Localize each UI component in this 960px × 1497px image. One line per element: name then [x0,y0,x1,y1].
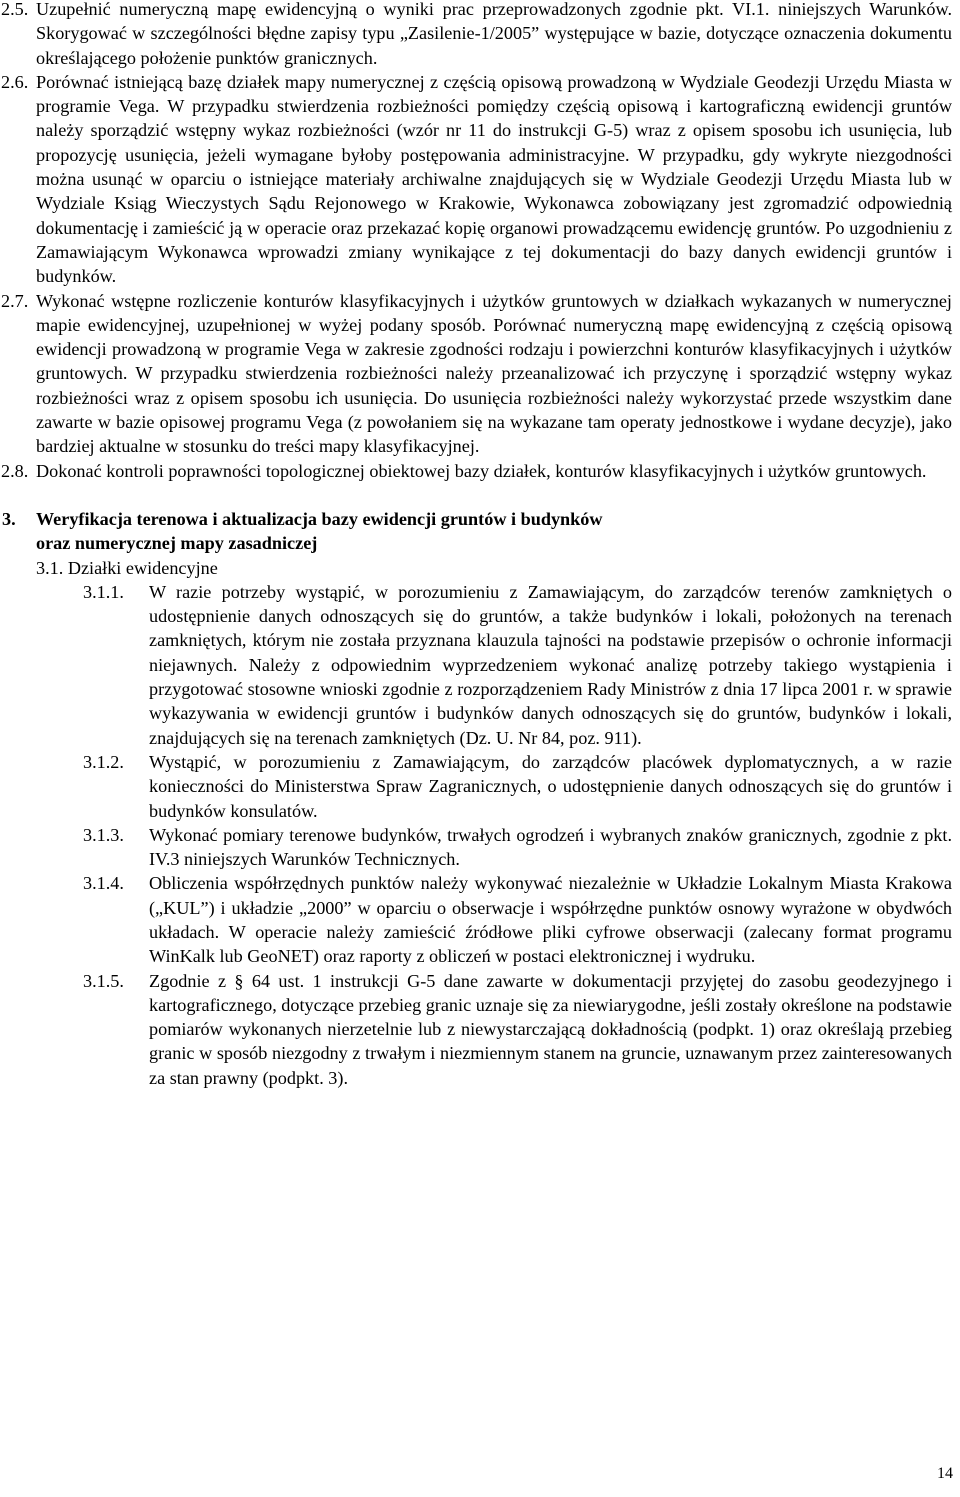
section-text: Wykonać wstępne rozliczenie konturów klasyfikacyjnych i użytków gruntowych w działkach wykazanych w numerycznej mapie ewidencyjnej, uzupełnionej w wyżej podany sposób. Porównać numeryczną mapę ewidencyjną z częścią opisową ewidencji prowadzoną w programie Vega w zakresie zgodności rodzaju i powierzchni konturów klasyfikacyjnych i użytków gruntowych. W przypadku stwierdzenia rozbieżności należy przeanalizować ich przyczynę i sporządzić wstępny wykaz rozbieżności wraz z opisem sposobu ich usunięcia. Do usunięcia rozbieżności należy wykorzystać przede wszystkim dane zawarte w bazie opisowej programu Vega (z powołaniem się na wykazane tam operaty jednostkowe i wydane decyzje), jako bardziej aktualne w stosunku do treści mapy klasyfikacyjnej. [36,290,952,457]
section-number: 2.5. [1,0,29,19]
section-text: Obliczenia współrzędnych punktów należy wykonywać niezależnie w Układzie Lokalnym Miasta Krakowa („KUL”) i układzie „2000” w oparciu o obserwacje i współrzędne punktów osnowy wyrażone w obydwóch układach. W operacie należy zamieścić źródłowe pliki cyfrowe obserwacji (zalecany format programu WinKalk lub GeoNET) oraz raporty z obliczeń w postaci elektronicznej i wydruku. [149,873,952,967]
section-2-7 [1,289,956,459]
chapter-3-heading [1,507,956,556]
section-text: Porównać istniejącą bazę działek mapy numerycznej z częścią opisową prowadzoną w Wydziale Geodezji Urzędu Miasta w programie Vega. W przypadku stwierdzenia rozbieżności pomiędzy częścią opisową i kartograficzną ewidencji gruntów należy sporządzić wstępny wykaz rozbieżności (wzór nr 11 do instrukcji G-5) wraz z opisem sposobu ich usunięcia, lub propozycję usunięcia, jeżeli wymagane byłoby postępowania administracyjne. W przypadku, gdy wykryte niezgodności można usunąć w oparciu o istniejące materiały archiwalne znajdujących się w Wydziale Geodezji Urzędu Miasta lub w Wydziale Ksiąg Wieczystych Sądu Rejonowego w Krakowie, Wykonawca zobowiązany jest zgromadzić odpowiednią dokumentację i zamieścić ją w operacie oraz przekazać kopię organowi prowadzącemu ewidencję gruntów. Po uzgodnieniu z Zamawiającym Wykonawca wprowadzi zmiany wynikające z tej dokumentacji do bazy danych ewidencji gruntów i budynków. [36,71,952,287]
section-text: Dokonać kontroli poprawności topologicznej obiektowej bazy działek, konturów klasyfikacyjnych i użytków gruntowych. [36,460,927,481]
section-number: 2.7. [1,290,29,311]
chapter-title-line-2: oraz numerycznej mapy zasadniczej [36,533,318,554]
section-title: Działki ewidencyjne [67,557,218,578]
section-number: 3.1.4. [83,873,124,894]
section-2-6 [1,70,956,289]
section-text: Uzupełnić numeryczną mapę ewidencyjną o wyniki prac przeprowadzonych zgodnie pkt. VI.1. niniejszych Warunków. Skorygować w szczególności błędne zapisy typu „Zasilenie-1/2005” występujące w bazie, dotyczące oznaczenia dokumentu określającego położenie punktów granicznych. [36,0,952,68]
section-3-1-1 [1,580,956,750]
section-3-1-2 [1,750,956,823]
section-3-1-title [36,556,956,580]
document-content [1,0,956,1090]
section-number: 3.1.1. [83,581,124,602]
section-text: Zgodnie z § 64 ust. 1 instrukcji G-5 dane zawarte w dokumentacji przyjętej do zasobu geodezyjnego i kartograficznego, dotyczące przebieg granic uznaje się za niewiarygodne, jeśli zostały określone na podstawie pomiarów wykonanych nierzetelnie lub z niewystarczającą dokładnością (podpkt. 1) oraz określają przebieg granic w sposób niezgodny z trwałym i niezmiennym stanem na gruncie, uznawanym przez zainteresowanych za stan prawny (podpkt. 3). [149,970,952,1088]
section-number: 2.8. [1,460,29,481]
section-3-1-4 [1,871,956,968]
section-number: 3.1.2. [83,751,124,772]
page-number: 14 [937,1465,953,1482]
section-number: 3.1.3. [83,824,124,845]
section-3-1-5 [1,969,956,1090]
section-number: 3.1. [36,557,64,578]
chapter-title-line-1: Weryfikacja terenowa i aktualizacja bazy ewidencji gruntów i budynków [36,508,603,529]
section-text: W razie potrzeby wystąpić, w porozumieniu z Zamawiającym, do zarządców terenów zamkniętych o udostępnienie danych odnoszących się do gruntów, a także budynków i lokali, położonych na terenach zamkniętych, którym nie została przyznana klauzula tajności na podstawie przepisów o ochronie informacji niejawnych. Należy z odpowiednim wyprzedzeniem wykonać analizę potrzeby takiego wystąpienia i przygotować stosowne wnioski zgodnie z rozporządzeniem Rady Ministrów z dnia 17 lipca 2001 r. w sprawie wykazywania w ewidencji gruntów i budynków danych odnoszących się do gruntów, budynków i lokali, znajdujących się na terenach zamkniętych (Dz. U. Nr 84, poz. 911). [149,581,952,748]
section-number: 3.1.5. [83,970,124,991]
section-text: Wykonać pomiary terenowe budynków, trwałych ogrodzeń i wybranych znaków granicznych, zgodnie z pkt. IV.3 niniejszych Warunków Technicznych. [149,824,952,870]
section-2-8 [1,459,956,483]
section-3-1-3 [1,823,956,872]
section-text: Wystąpić, w porozumieniu z Zamawiającym, do zarządców placówek dyplomatycznych, a w razie konieczności do Ministerstwa Spraw Zagranicznych, o udostępnienie danych odnoszących się do gruntów i budynków konsulatów. [149,751,952,821]
section-2-5 [1,0,956,70]
section-number: 2.6. [1,71,29,92]
chapter-number: 3. [2,508,16,529]
